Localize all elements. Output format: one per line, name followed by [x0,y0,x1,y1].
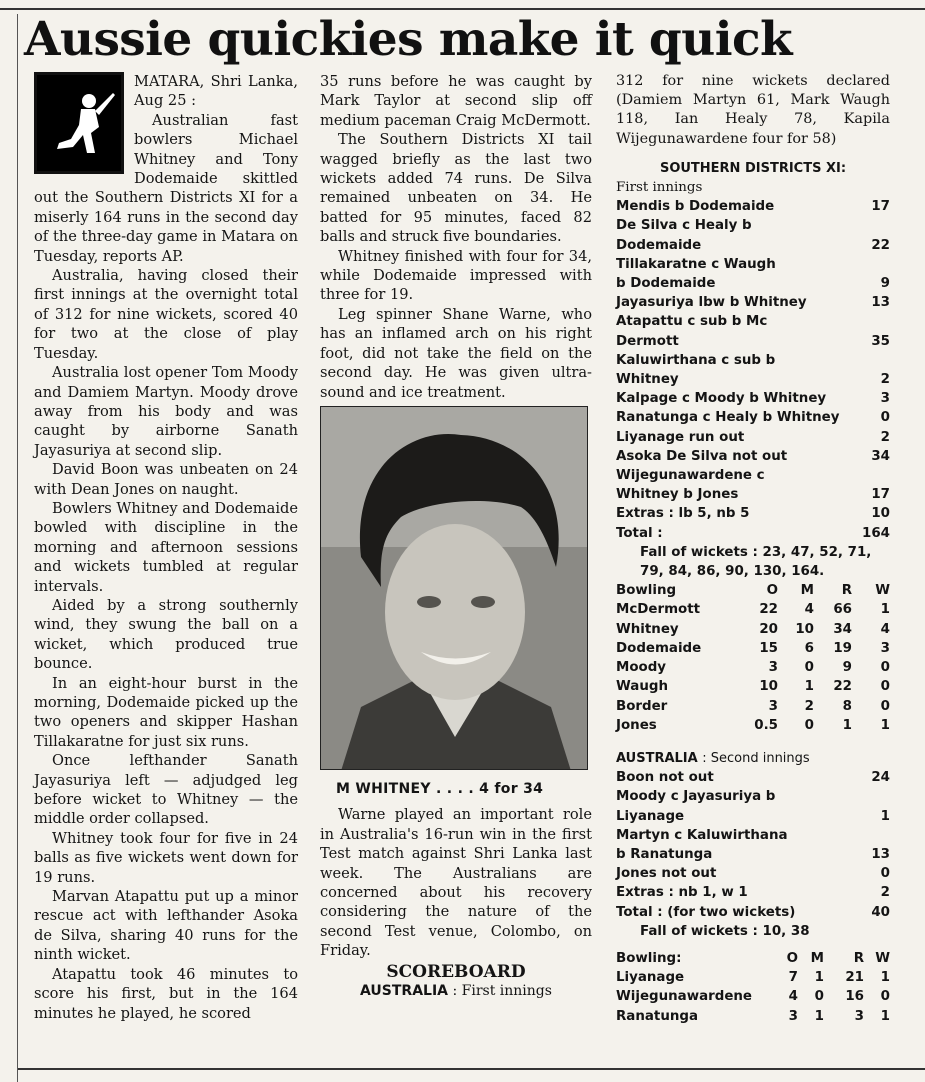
bowling-cell: 1 [804,679,814,695]
southern-fall-of-wickets: Fall of wickets : 23, 47, 52, 71, 79, 84, 86, 90, 130, 164. [640,544,872,580]
batting-line: b Ranatunga [616,846,713,862]
portrait-image [321,407,588,770]
bowling-cell: Whitney [616,621,679,637]
bowling-header [616,581,890,600]
bowling-header-cell: Bowling [616,583,677,599]
batting-runs: 13 [871,295,890,311]
batting-line: Ranatunga c Healy b Whitney [616,410,840,426]
bowling-header-cell: O [786,950,798,966]
batting-line: Martyn c Kaluwirthana [616,827,788,843]
bowling-cell: 66 [833,602,852,618]
batting-runs: 0 [880,410,890,426]
left-margin-column [0,14,18,1082]
bowling-cell: 21 [845,970,864,986]
bowling-header-cell: R [853,950,864,966]
bowling-cell: 4 [880,621,890,637]
bowling-cell: 0 [880,679,890,695]
bowling-cell: McDermott [616,602,701,618]
batting-line: Moody c Jayasuriya b [616,789,776,805]
batting-line: Wijegunawardene c [616,468,765,484]
batting-runs: 17 [871,199,890,215]
cricket-logo [34,72,124,174]
bowling-cell: 1 [814,970,824,986]
batting-line: Mendis b Dodemaide [616,199,775,215]
bowling-header-cell: W [875,950,890,966]
batting-line: Kalpage c Moody b Whitney [616,391,827,407]
batting-row [616,293,890,312]
bowling-cell: 3 [768,698,778,714]
australia-fall-of-wickets: Fall of wickets : 10, 38 [640,923,810,939]
article-paragraph: Australian fast bowlers Michael Whitney and Tony Dodemaide skittled out the Southern Districts XI for a miserly 164 runs in the second day of the three-day game in Matara on Tuesday, reports AP. [34,111,298,265]
bowling-cell: 10 [759,679,778,695]
bowling-cell: 20 [759,621,778,637]
bowling-cell: Liyanage [616,970,685,986]
bowling-row [616,658,890,677]
bowling-cell: 1 [880,970,890,986]
batting-line: Kaluwirthana c sub b [616,352,776,368]
southern-title: SOUTHERN DISTRICTS XI: [659,160,847,176]
bowling-header-cell: R [841,583,852,599]
bowling-header-cell: O [766,583,778,599]
bowling-cell: 1 [842,717,852,733]
article-paragraph: Marvan Atapattu put up a minor rescue act with lefthander Asoka de Silva, sharing 40 runs for the ninth wicket. [34,888,298,964]
bowling-header-cell: Bowling: [616,950,682,966]
batting-row [616,768,890,787]
batting-runs: 34 [871,448,890,464]
batting-line: Liyanage [616,808,685,824]
article-paragraph: Australia lost opener Tom Moody and Damiem Martyn. Moody drove away from his body and was caught by airborne Sanath Jayasuriya at second slip. [34,364,298,459]
batting-row [616,447,890,466]
bowling-cell: Ranatunga [616,1008,699,1024]
southern-total: Total : 164 [616,525,890,541]
batting-runs: 2 [880,372,890,388]
article-column-1 [34,72,298,1023]
bowling-cell: 15 [759,640,778,656]
australia-bowling-table [616,949,890,1026]
article-paragraph: Australia, having closed their first innings at the overnight total of 312 for nine wickets, scored 40 for two at the close of play Tuesday. [34,267,298,362]
scoreboard-subtitle [320,982,592,1001]
batting-runs: 3 [880,391,890,407]
bowling-row [616,677,890,696]
batting-line: Whitney b Jones [616,487,739,503]
australia-total: Total : (for two wickets) 40 [616,904,890,920]
batting-runs: 24 [871,770,890,786]
australia-batting-list [616,768,890,883]
bowling-header-cell: W [875,583,890,599]
cricketer-icon [37,75,121,171]
bowling-cell: 4 [788,989,798,1005]
batting-runs: 22 [871,237,890,253]
bowling-cell: 6 [804,640,814,656]
bowling-cell: 0 [880,698,890,714]
batting-row [616,332,890,351]
bowling-header-cell: M [800,583,814,599]
australia-second-title: AUSTRALIA : Second innings [616,750,810,766]
article-paragraph: Leg spinner Shane Warne, who has an inflamed arch on his right foot, did not take the field on the second day. He was given ultra-sound and ice treatment. [320,305,592,401]
batting-line: Dermott [616,333,679,349]
article-paragraph: Whitney finished with four for 34, while Dodemaide impressed with three for 19. [320,247,592,304]
batting-row [616,274,890,293]
bowling-cell: 1 [880,1008,890,1024]
batting-runs: 0 [880,866,890,882]
bowling-cell: 7 [788,970,798,986]
batting-line: Dodemaide [616,237,702,253]
bowling-cell: 9 [842,660,852,676]
batting-row [616,370,890,389]
bowling-cell: 16 [845,989,864,1005]
batting-runs: 1 [880,808,890,824]
article-paragraph: 35 runs before he was caught by Mark Taylor at second slip off medium paceman Craig McDermott. [320,73,592,129]
bowling-row [616,600,890,619]
southern-batting-list [616,197,890,504]
article-paragraph: David Boon was unbeaten on 24 with Dean Jones on naught. [34,461,298,498]
bowling-cell: 0 [804,717,814,733]
article-paragraph: Bowlers Whitney and Dodemaide bowled with discipline in the morning and afternoon sessions and wickets tumbled at regular intervals. [34,499,298,595]
batting-runs: 2 [880,429,890,445]
bowling-cell: 0 [880,989,890,1005]
bowling-cell: Jones [616,717,657,733]
scoreboard-title: SCOREBOARD [386,961,526,982]
bowling-cell: 2 [804,698,814,714]
batting-row [616,864,890,883]
bowling-cell: 1 [880,602,890,618]
bowling-cell: Wijegunawardene [616,989,753,1005]
bowling-cell: Moody [616,660,667,676]
whitney-photo [320,406,588,770]
batting-line: Liyanage run out [616,429,745,445]
scorecard-column [616,72,890,1026]
scoreboard-innings: : First innings [452,982,552,999]
batting-row [616,236,890,255]
article-paragraph: Atapattu took 46 minutes to score his first, but in the 164 minutes he played, he scored [34,965,298,1022]
bowling-cell: 0 [804,660,814,676]
bowling-cell: Border [616,698,668,714]
batting-line: Jones not out [616,866,717,882]
bowling-row [616,1007,890,1026]
batting-line: De Silva c Healy b [616,218,752,234]
bowling-row [616,987,890,1006]
bowling-cell: 1 [814,1008,824,1024]
bowling-cell: 0 [814,989,824,1005]
batting-line: Asoka De Silva not out [616,448,788,464]
batting-row [616,428,890,447]
batting-runs: 13 [871,846,890,862]
batting-line: Tillakaratne c Waugh [616,256,776,272]
bowling-cell: 3 [854,1008,864,1024]
bowling-cell: 3 [788,1008,798,1024]
article-paragraph: Aided by a strong southernly wind, they swung the ball on a wicket, which produced true bounce. [34,596,298,673]
headline: Aussie quickies make it quick [24,12,792,67]
bowling-cell: 0 [880,660,890,676]
bowling-cell: Waugh [616,679,668,695]
southern-extras: Extras : lb 5, nb 5 10 [616,506,890,522]
bowling-cell: 0.5 [754,717,778,733]
australia-first-innings: 312 for nine wickets declared (Damiem Martyn 61, Mark Waugh 118, Ian Healy 78, Kapila Wijegunawardene four for 58) [616,73,890,147]
bowling-row [616,639,890,658]
bowling-header-cell: M [810,950,824,966]
bowling-cell: 22 [759,602,778,618]
photo-caption: M WHITNEY . . . . 4 for 34 [336,780,544,797]
article-paragraph: Once lefthander Sanath Jayasuriya left — adjudged leg before wicket to Whitney — the middle order collapsed. [34,752,298,828]
batting-line: Whitney [616,372,679,388]
bowling-cell: 19 [833,640,852,656]
batting-runs: 9 [880,276,890,292]
bottom-border-strip [18,1068,925,1082]
bowling-cell: 1 [880,717,890,733]
bowling-cell: 3 [880,640,890,656]
bowling-row [616,968,890,987]
batting-runs: 17 [871,487,890,503]
southern-innings-label: First innings [616,180,703,196]
bowling-cell: Dodemaide [616,640,702,656]
bowling-cell: 4 [804,602,814,618]
bowling-cell: 8 [842,698,852,714]
article-paragraph: Whitney took four for five in 24 balls as five wickets went down for 19 runs. [34,829,298,886]
batting-row [616,807,890,826]
southern-bowling-table [616,581,890,735]
australia-extras: Extras : nb 1, w 1 2 [616,885,890,901]
article-paragraph: In an eight-hour burst in the morning, Dodemaide picked up the two openers and skipper Hashan Tillakaratne for just six runs. [34,674,298,750]
bowling-cell: 34 [833,621,852,637]
batting-row [616,389,890,408]
bowling-cell: 10 [795,621,814,637]
article-paragraph: The Southern Districts XI tail wagged briefly as the last two wickets added 74 runs. De Silva remained unbeaten on 34. He batted for 95 minutes, faced 82 balls and struck five boundaries. [320,131,592,246]
batting-line: b Dodemaide [616,276,716,292]
article-column-2 [320,72,592,1001]
article-paragraph: Warne played an important role in Australia's 16-run win in the first Test match against Shri Lanka last week. The Australians are concerned about his recovery considering the nature of the second Test venue, Colombo, on Friday. [320,806,592,960]
batting-row [616,845,890,864]
batting-row [616,485,890,504]
batting-line: Jayasuriya lbw b Whitney [616,295,807,311]
bowling-cell: 22 [833,679,852,695]
batting-line: Atapattu c sub b Mc [616,314,768,330]
bowling-header [616,949,890,968]
bowling-row [616,716,890,735]
article-dateline: MATARA, Shri Lanka, Aug 25 : [134,73,298,110]
bowling-row [616,620,890,639]
batting-line: Boon not out [616,770,714,786]
bowling-cell: 3 [768,660,778,676]
batting-runs: 35 [871,333,890,349]
batting-row [616,408,890,427]
bowling-row [616,697,890,716]
scoreboard-team: AUSTRALIA [360,982,449,999]
batting-row [616,197,890,216]
